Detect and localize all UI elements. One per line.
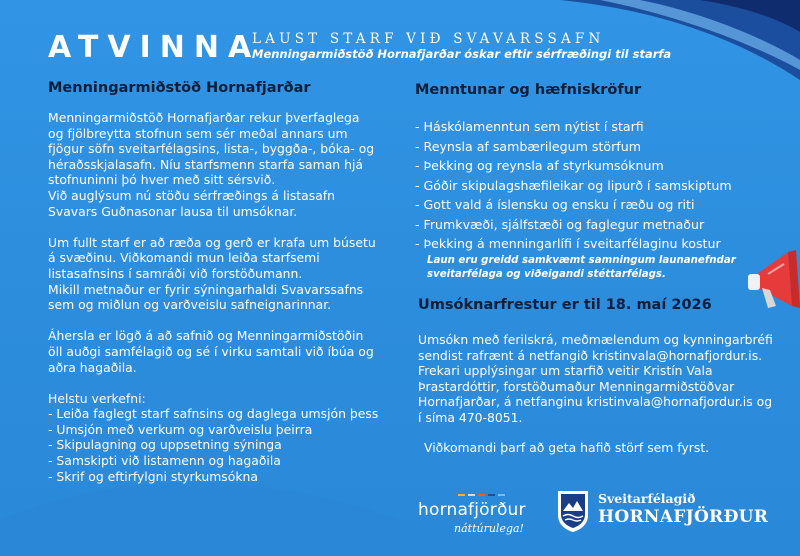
brand-tagline: náttúrulega! <box>454 522 524 535</box>
text-line: á svæðinu. Viðkomandi mun leiða starfsemi <box>48 250 320 266</box>
text-line: sem og miðlun og varðveislu safneignarinnar. <box>48 297 332 313</box>
list-item: - Gott vald á íslensku og ensku í ræðu og riti <box>415 197 695 212</box>
right-heading: Menntunar og hæfniskröfur <box>415 82 642 98</box>
text-line: Menningarmiðstöð Hornafjarðar rekur þverfaglega <box>48 110 360 125</box>
list-item: - Umsjón með verkum og varðveislu þeirra <box>48 421 313 437</box>
text-line: og fjölbreytta stofnun sem sér meðal annars um <box>48 125 348 141</box>
text-line: Við auglýsum nú stöðu sérfræðings á listasafn <box>48 187 335 203</box>
list-item: - Þekking á menningarlífi í sveitarfélaginu kostur <box>415 236 721 251</box>
page-title: ATVINNA <box>48 30 261 65</box>
logo-dots <box>458 494 505 496</box>
list-item: - Frumkvæði, sjálfstæði og faglegur metnaður <box>415 216 705 232</box>
text-line: listasafnsins í samráði við forstöðumann. <box>48 265 303 281</box>
text-line: héraðsskjalasafn. Níu starfsmenn starfa saman hjá <box>48 156 363 172</box>
left-body <box>48 110 398 484</box>
list-item: - Reynsla af sambærilegum störfum <box>415 138 641 154</box>
page-tagline: Menningarmiðstöð Hornafjarðar óskar eftir sérfræðingi til starfa <box>252 47 672 61</box>
left-heading: Menningarmiðstöð Hornafjarðar <box>48 80 311 96</box>
text-line: Um fullt starf er að ræða og gerð er krafa um búsetu <box>48 234 376 250</box>
text-line: Laun eru greidd samkvæmt samningum launanefndar <box>427 255 736 266</box>
text-line: fjögur söfn sveitarfélagsins, lista-, byggða-, bóka- og <box>48 141 375 157</box>
list-item: - Skrif og eftirfylgni styrkumsókna <box>48 468 258 484</box>
text-line: Frekari upplýsingar um starfið veitir Kristín Vala <box>418 363 713 379</box>
text-line: öll auðgi samfélagið og sé í virku samtali við íbúa og <box>48 343 374 359</box>
municipality-crest-icon <box>556 489 590 533</box>
requirements-list <box>415 117 775 254</box>
megaphone-icon <box>748 246 800 312</box>
municipality-name: HORNAFJÖRÐUR <box>598 507 769 527</box>
text-line: Áhersla er lögð á að safnið og Menningarmiðstöðin <box>48 328 364 344</box>
apply-text <box>418 332 788 426</box>
list-item: - Skipulagning og uppsetning sýninga <box>48 437 282 453</box>
text-line: Umsókn með ferilskrá, meðmælendum og kynningarbréfi <box>418 332 773 347</box>
text-line: aðra hagaðila. <box>48 359 137 375</box>
text-line: í síma 470-8051. <box>418 409 523 425</box>
list-item: - Leiða faglegt starf safnsins og daglega umsjón þess <box>48 406 379 422</box>
page-subtitle: LAUST STARF VIÐ SVAVARSSAFN <box>252 31 605 47</box>
text-line: Hornafjarðar, á netfanginu kristinvala@hornafjordur.is og <box>418 394 773 410</box>
salary-note <box>427 254 757 282</box>
text-line: Mikill metnaður er fyrir sýningarhaldi Svavarssafns <box>48 281 364 297</box>
tasks-list <box>48 406 398 484</box>
deadline-heading: Umsóknarfrestur er til 18. maí 2026 <box>418 297 712 313</box>
closing-text: Viðkomandi þarf að geta hafið störf sem fyrst. <box>424 440 710 455</box>
brand-word: hornafjörður <box>418 500 526 520</box>
text-line: Þrastardóttir, forstöðumaður Menningarmiðstöðvar <box>418 378 735 394</box>
list-item: - Góðir skipulagshæfileikar og lipurð í samskiptum <box>415 177 732 193</box>
text-line: sveitarfélaga og viðeigandi stéttarfélags. <box>427 269 666 280</box>
text-line: sendist rafrænt á netfangið kristinvala@hornafjordur.is. <box>418 347 763 363</box>
text-line: Svavars Guðnasonar lausa til umsóknar. <box>48 203 298 219</box>
text-line: stofnuninni þó hver með sitt sérsvið. <box>48 172 276 188</box>
list-item: - Þekking og reynsla af styrkumsóknum <box>415 158 664 173</box>
list-item: - Háskólamenntun sem nýtist í starfi <box>415 119 644 134</box>
tasks-heading: Helstu verkefni: <box>48 390 146 406</box>
list-item: - Samskipti við listamenn og hagaðila <box>48 453 281 469</box>
hornafjordur-logo <box>418 488 542 546</box>
municipality-label: Sveitarfélagið <box>598 491 696 506</box>
